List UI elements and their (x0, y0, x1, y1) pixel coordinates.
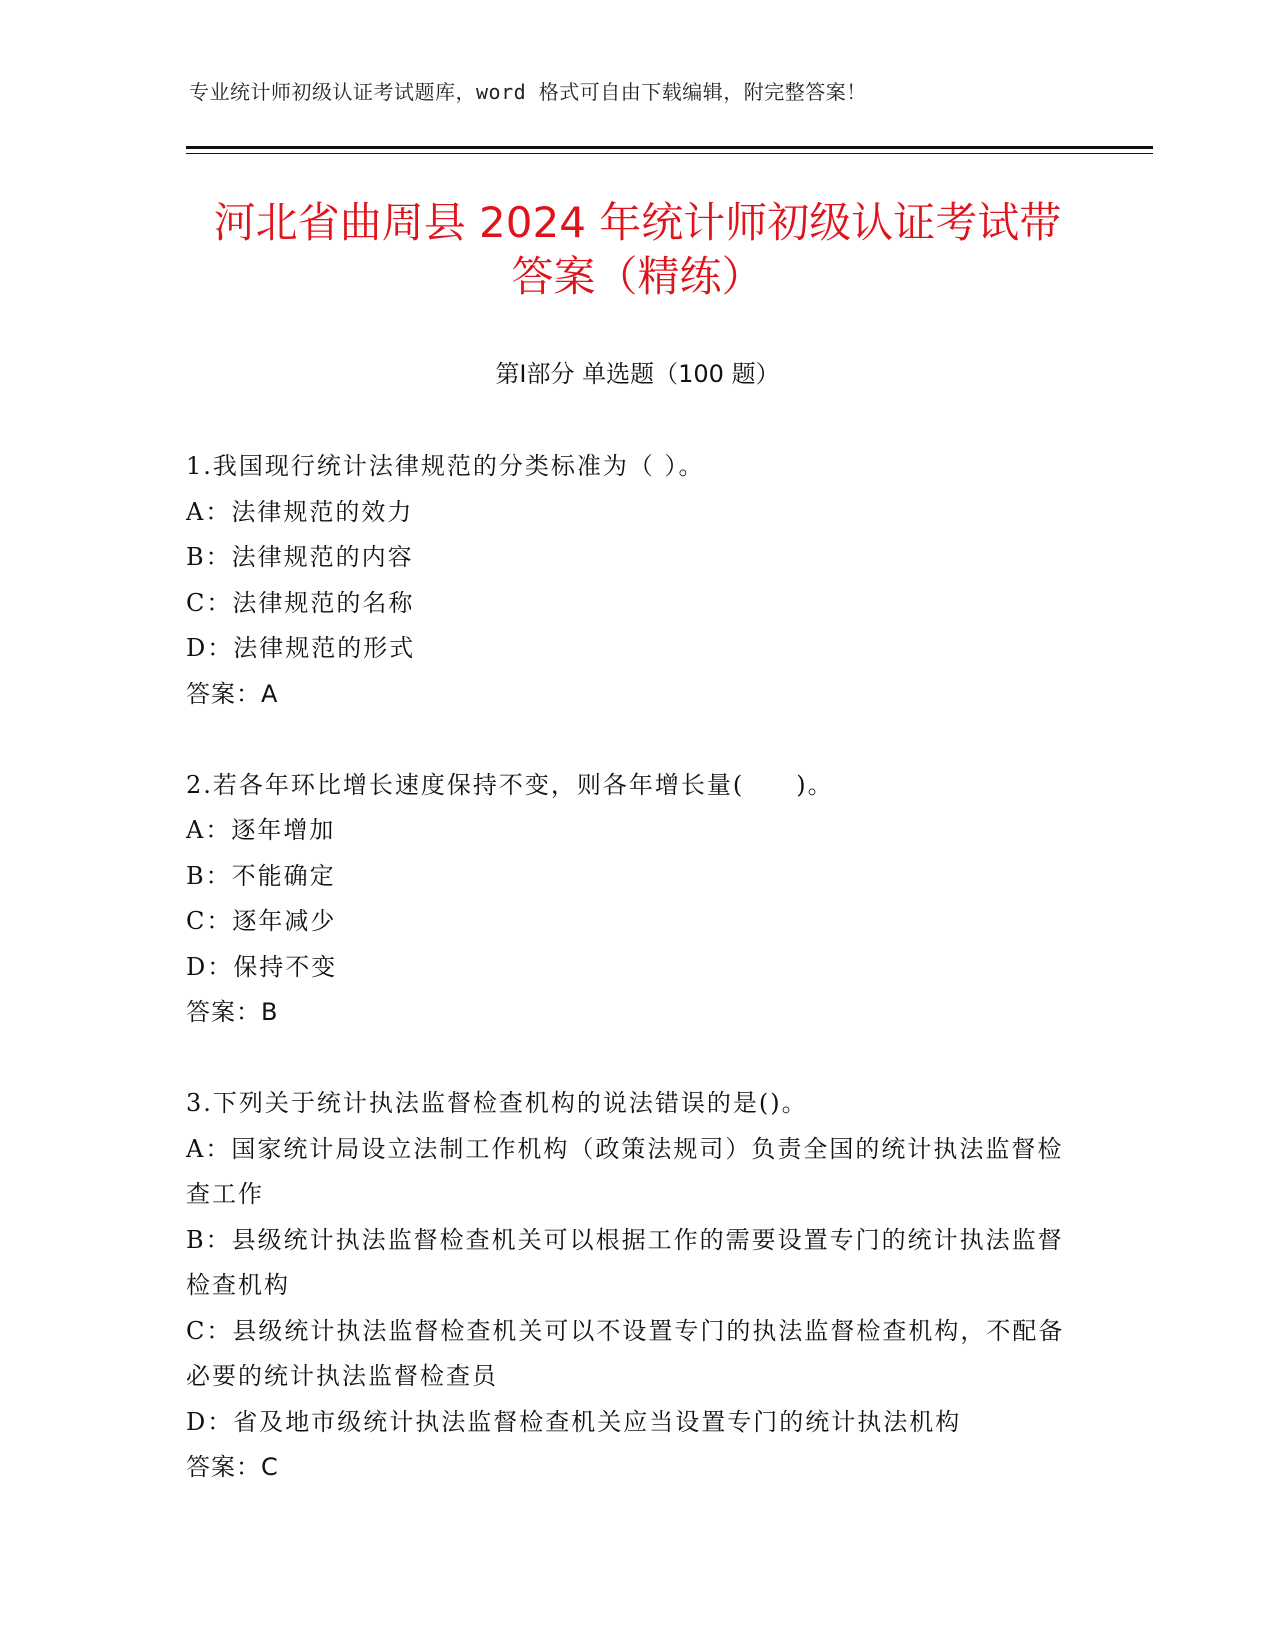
option-d: D：法律规范的形式 (186, 634, 416, 662)
option-a: A：国家统计局设立法制工作机构（政策法规司）负责全国的统计执法监督检查工作 (186, 1134, 1064, 1208)
question-stem: 1.我国现行统计法律规范的分类标准为（ ）。 (186, 452, 705, 480)
section-heading: 第Ⅰ部分 单选题（100 题） (495, 360, 780, 388)
document-title (140, 196, 1135, 304)
question-2 (186, 763, 1086, 1036)
option-c: C：法律规范的名称 (186, 588, 415, 617)
header-rule-thick (186, 146, 1153, 149)
question-spacer (186, 717, 1086, 763)
option-d: D：省及地市级统计执法监督检查机关应当设置专门的统计执法机构 (186, 1407, 962, 1436)
option-d: D：保持不变 (186, 952, 338, 981)
question-3 (186, 1081, 1086, 1491)
option-a: A：逐年增加 (186, 816, 336, 844)
title-line-2: 答案（精练） (511, 252, 764, 301)
option-b: B：法律规范的内容 (186, 543, 414, 571)
question-spacer (186, 1036, 1086, 1082)
answer: 答案：A (186, 679, 279, 708)
option-b: B：县级统计执法监督检查机关可以根据工作的需要设置专门的统计执法监督检查机构 (186, 1225, 1064, 1299)
question-stem: 2.若各年环比增长速度保持不变，则各年增长量( )。 (186, 770, 834, 799)
title-line-1: 河北省曲周县 2024 年统计师初级认证考试带 (213, 198, 1062, 247)
header-rule-thin (186, 153, 1153, 154)
option-c: C：县级统计执法监督检查机关可以不设置专门的执法监督检查机构，不配备必要的统计执法监督检查员 (186, 1316, 1065, 1390)
question-list (186, 444, 1086, 1491)
question-1 (186, 444, 1086, 717)
answer: 答案：B (186, 998, 279, 1026)
option-c: C：逐年减少 (186, 907, 337, 935)
header-note: 专业统计师初级认证考试题库，word 格式可自由下载编辑，附完整答案！ (189, 80, 867, 104)
answer: 答案：C (186, 1453, 279, 1481)
option-b: B：不能确定 (186, 861, 336, 890)
option-a: A：法律规范的效力 (186, 497, 414, 526)
question-stem: 3.下列关于统计执法监督检查机构的说法错误的是()。 (186, 1089, 808, 1117)
